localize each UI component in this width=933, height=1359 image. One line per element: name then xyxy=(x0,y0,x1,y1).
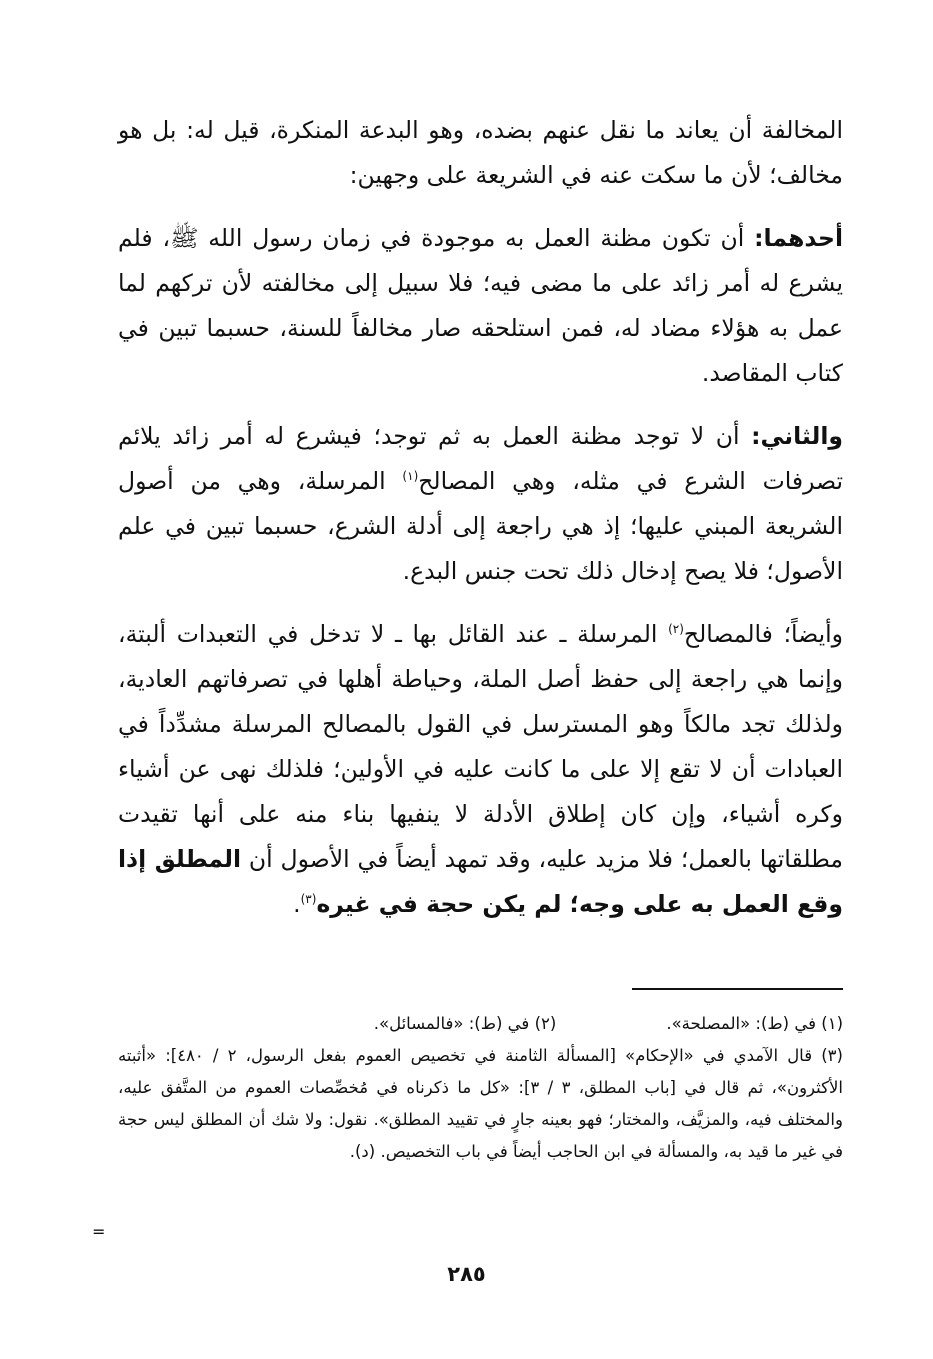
paragraph-2-lead: أحدهما: xyxy=(754,224,843,252)
footnotes xyxy=(118,1008,843,1168)
footnotes-row xyxy=(118,1008,843,1040)
paragraph-4-end: . xyxy=(293,890,301,918)
footnote-1: (١) في (ط): «المصلحة». xyxy=(666,1014,843,1033)
footnote-separator xyxy=(632,988,843,990)
paragraph-2-text: أن تكون مظنة العمل به موجودة في زمان رسول الله ﷺ، فلم يشرع له أمر زائد على ما مضى فيه؛ فلا سبيل إلى مخالفته لأن تركهم لما عمل به هؤلاء مضاد له، فمن استلحقه صار مخالفاً للسنة، حسبما تبين في كتاب المقاصد. xyxy=(118,224,843,387)
paragraph-3-lead: والثاني: xyxy=(751,422,843,450)
footnote-ref-2[interactable]: (٢) xyxy=(668,622,684,637)
paragraph-2 xyxy=(118,216,843,396)
footnote-3: (٣) قال الآمدي في «الإحكام» [المسألة الثامنة في تخصيص العموم بفعل الرسول، ٢ / ٤٨٠]: «أثبته الأكثرون»، ثم قال في [باب المطلق، ٣ / ٣]: «كل ما ذكرناه في مُخصِّصات العموم من المتَّفق عليه، والمختلف فيه، والمزيَّف، والمختار؛ فهو بعينه جارٍ في تقييد المطلق». نقول: ولا شك أن المطلق ليس حجة في غير ما قيد به، والمسألة في ابن الحاجب أيضاً في باب التخصيص. (د). xyxy=(118,1046,843,1161)
paragraph-4-bold-phrase: المطلق إذا وقع العمل به على وجه؛ لم يكن حجة في غيره xyxy=(118,845,843,918)
footnote-2: (٢) في (ط): «فالمسائل». xyxy=(373,1014,557,1033)
main-text xyxy=(118,108,843,927)
footnote-ref-1[interactable]: (١) xyxy=(402,469,419,484)
paragraph-4 xyxy=(118,612,843,927)
paragraph-4-text-a: وأيضاً؛ فالمصالح xyxy=(683,620,844,648)
paragraph-1 xyxy=(118,108,843,198)
footnote-ref-3[interactable]: (٣) xyxy=(300,892,317,907)
page-number: ٢٨٥ xyxy=(447,1262,486,1286)
paragraph-3 xyxy=(118,414,843,594)
paragraph-4-text-b: المرسلة ـ عند القائل بها ـ لا تدخل في التعبدات ألبتة، وإنما هي راجعة إلى حفظ أصل الملة، وحياطة أهلها في تصرفاتهم العادية، ولذلك تجد مالكاً وهو المسترسل في القول بالمصالح المرسلة مشدِّداً في العبادات أن لا تقع إلا على ما كانت عليه في الأولين؛ فلذلك نهى عن أشياء وكره أشياء، وإن كان إطلاق الأدلة لا ينفيها بناء منه على أنها تقيدت مطلقاتها بالعمل؛ فلا مزيد عليه، وقد تمهد أيضاً في الأصول أن xyxy=(118,620,843,873)
paragraph-3-text-b: المرسلة، وهي من أصول الشريعة المبني عليها؛ إذ هي راجعة إلى أدلة الشرع، حسبما تبين في علم الأصول؛ فلا يصح إدخال ذلك تحت جنس البدع. xyxy=(118,467,843,585)
paragraph-1-text: المخالفة أن يعاند ما نقل عنهم بضده، وهو البدعة المنكرة، قيل له: بل هو مخالف؛ لأن ما سكت عنه في الشريعة على وجهين: xyxy=(118,116,843,189)
continuation-mark: = xyxy=(92,1222,106,1241)
paragraph-3-text-a: أن لا توجد مظنة العمل به ثم توجد؛ فيشرع له أمر زائد يلائم تصرفات الشرع في مثله، وهي المصالح xyxy=(118,422,843,495)
